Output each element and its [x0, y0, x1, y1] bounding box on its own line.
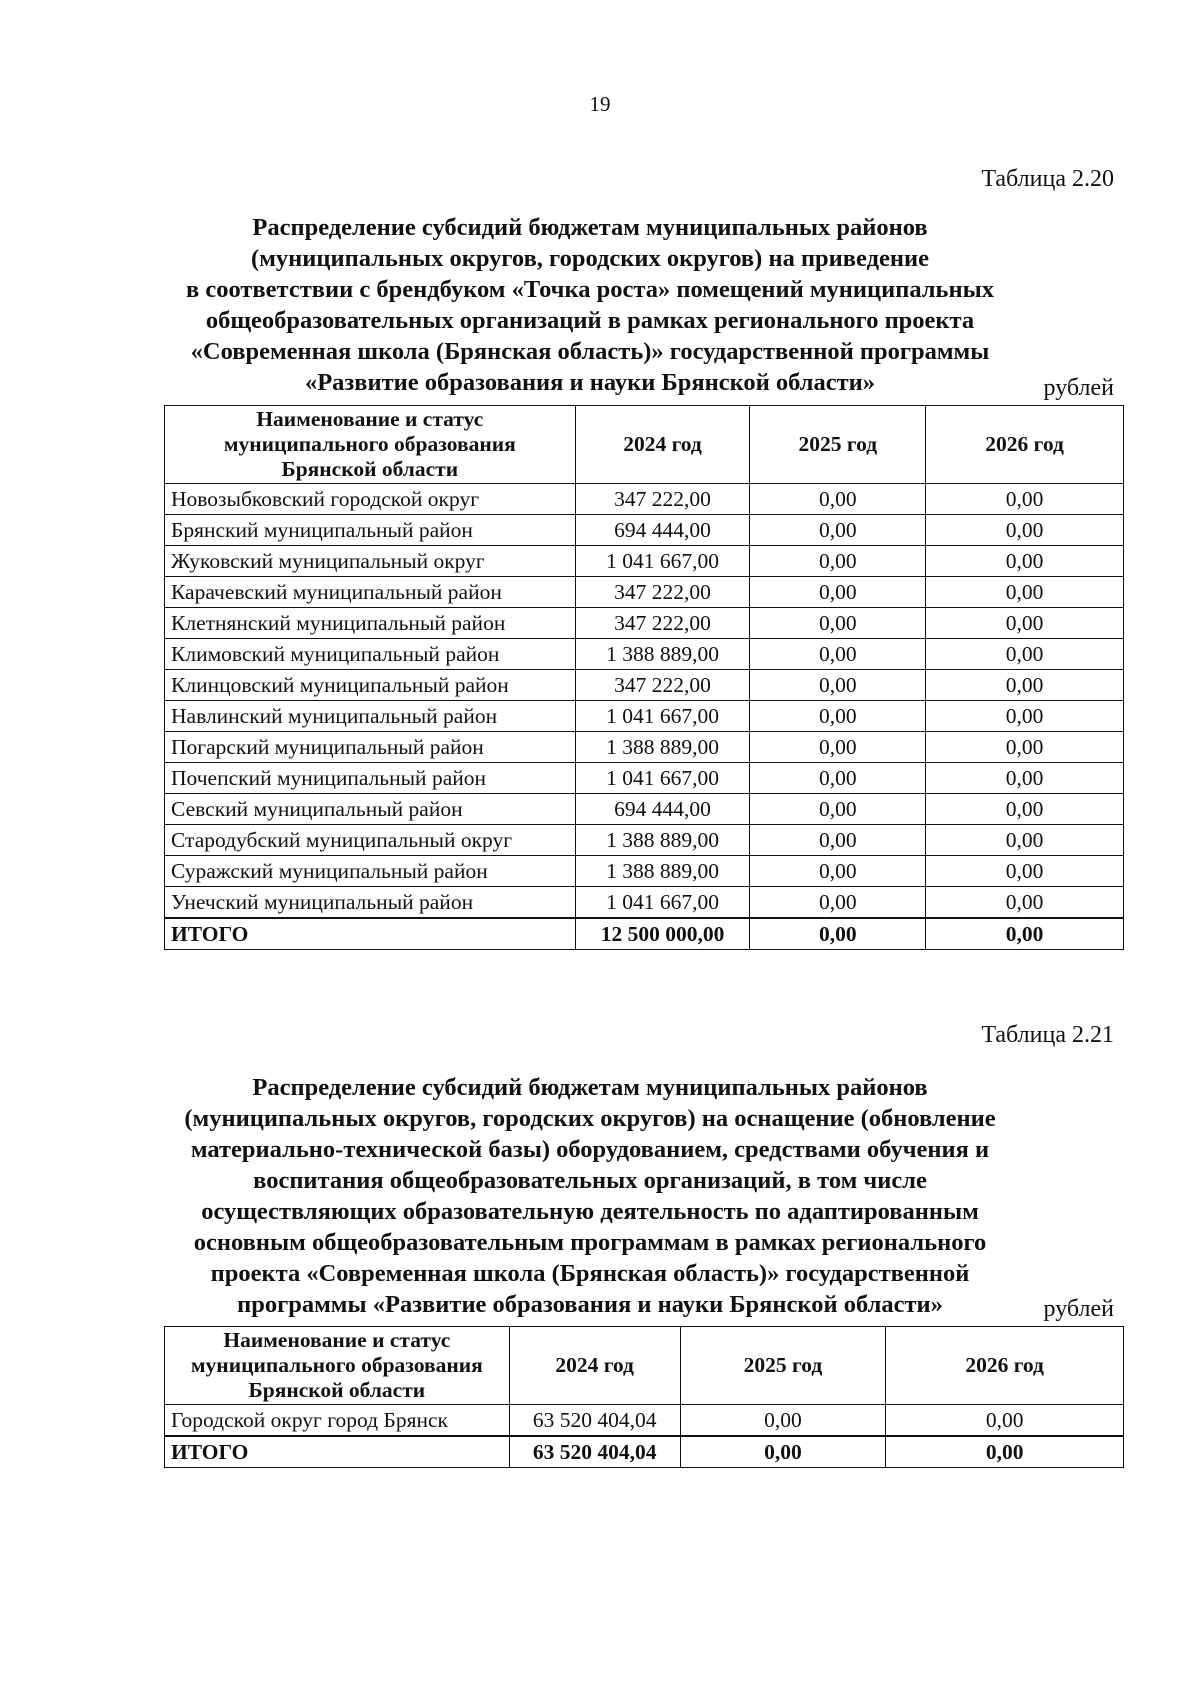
cell-y2025: 0,00 [750, 825, 926, 856]
table-row [165, 1405, 1124, 1437]
table-2-21-label: Таблица 2.21 [981, 1022, 1114, 1048]
title-line: (муниципальных округов, городских округов) на оснащение (обновление [184, 1105, 996, 1132]
table-row [165, 546, 1124, 577]
total-y2026: 0,00 [886, 1436, 1124, 1468]
cell-y2024: 63 520 404,04 [509, 1405, 680, 1437]
total-y2024: 63 520 404,04 [509, 1436, 680, 1468]
cell-name: Городской округ город Брянск [165, 1405, 510, 1437]
header-name-line: Брянской области [248, 1378, 426, 1402]
table-2-21 [164, 1326, 1124, 1468]
header-2024: 2024 год [509, 1327, 680, 1405]
table-row [165, 608, 1124, 639]
cell-y2026: 0,00 [926, 732, 1124, 763]
title-line: Распределение субсидий бюджетам муниципальных районов [252, 1074, 928, 1101]
header-2024: 2024 год [575, 406, 750, 484]
cell-y2026: 0,00 [926, 484, 1124, 515]
cell-y2026: 0,00 [926, 639, 1124, 670]
cell-name: Жуковский муниципальный округ [165, 546, 576, 577]
cell-y2026: 0,00 [926, 856, 1124, 887]
cell-y2025: 0,00 [750, 515, 926, 546]
cell-y2025: 0,00 [750, 732, 926, 763]
cell-name: Суражский муниципальный район [165, 856, 576, 887]
table-header-row [165, 1327, 1124, 1405]
cell-y2024: 1 388 889,00 [575, 856, 750, 887]
cell-y2025: 0,00 [750, 887, 926, 919]
cell-y2024: 347 222,00 [575, 577, 750, 608]
table-header-row [165, 406, 1124, 484]
cell-name: Навлинский муниципальный район [165, 701, 576, 732]
table-row [165, 825, 1124, 856]
table-row [165, 515, 1124, 546]
table-row [165, 670, 1124, 701]
title-line: материально-технической базы) оборудованием, средствами обучения и [190, 1136, 990, 1163]
title-line: программы «Развитие образования и науки Брянской области» [237, 1291, 943, 1318]
table-row [165, 887, 1124, 919]
cell-y2026: 0,00 [926, 794, 1124, 825]
cell-y2025: 0,00 [750, 701, 926, 732]
cell-name: Погарский муниципальный район [165, 732, 576, 763]
cell-y2024: 1 041 667,00 [575, 887, 750, 919]
table-2-21-unit: рублей [1043, 1296, 1114, 1322]
total-y2025: 0,00 [680, 1436, 886, 1468]
cell-y2026: 0,00 [926, 608, 1124, 639]
cell-y2024: 694 444,00 [575, 794, 750, 825]
title-line: «Развитие образования и науки Брянской области» [304, 369, 876, 396]
cell-name: Клетнянский муниципальный район [165, 608, 576, 639]
title-line: воспитания общеобразовательных организаций, в том числе [253, 1167, 927, 1194]
cell-y2026: 0,00 [926, 887, 1124, 919]
cell-y2026: 0,00 [886, 1405, 1124, 1437]
header-name-line: муниципального образования [223, 432, 516, 456]
cell-y2025: 0,00 [750, 639, 926, 670]
header-2025: 2025 год [680, 1327, 886, 1405]
total-y2024: 12 500 000,00 [575, 918, 750, 950]
header-name [165, 1327, 510, 1405]
table-row [165, 794, 1124, 825]
cell-name: Севский муниципальный район [165, 794, 576, 825]
title-line: «Современная школа (Брянская область)» государственной программы [190, 338, 990, 365]
header-2025: 2025 год [750, 406, 926, 484]
cell-y2026: 0,00 [926, 701, 1124, 732]
cell-name: Новозыбковский городской округ [165, 484, 576, 515]
total-name: ИТОГО [165, 1436, 510, 1468]
table-row [165, 484, 1124, 515]
header-name-line: Брянской области [281, 457, 459, 481]
total-row [165, 1436, 1124, 1468]
table-row [165, 856, 1124, 887]
cell-y2024: 1 388 889,00 [575, 732, 750, 763]
cell-name: Клинцовский муниципальный район [165, 670, 576, 701]
table-2-20-unit: рублей [1043, 375, 1114, 401]
cell-y2026: 0,00 [926, 825, 1124, 856]
title-line: (муниципальных округов, городских округов) на приведение [251, 245, 929, 272]
cell-y2025: 0,00 [750, 670, 926, 701]
title-line: в соответствии с брендбуком «Точка роста» помещений муниципальных [185, 276, 995, 303]
cell-y2024: 1 041 667,00 [575, 763, 750, 794]
cell-y2025: 0,00 [750, 763, 926, 794]
cell-y2025: 0,00 [750, 856, 926, 887]
cell-y2025: 0,00 [750, 484, 926, 515]
table-row [165, 732, 1124, 763]
table-row [165, 763, 1124, 794]
cell-y2026: 0,00 [926, 670, 1124, 701]
cell-y2024: 1 388 889,00 [575, 825, 750, 856]
header-2026: 2026 год [926, 406, 1124, 484]
cell-y2024: 1 041 667,00 [575, 546, 750, 577]
table-row [165, 701, 1124, 732]
table-row [165, 577, 1124, 608]
header-name-line: Наименование и статус [256, 407, 484, 431]
total-name: ИТОГО [165, 918, 576, 950]
cell-name: Карачевский муниципальный район [165, 577, 576, 608]
cell-name: Климовский муниципальный район [165, 639, 576, 670]
table-2-20-label: Таблица 2.20 [981, 166, 1114, 192]
cell-y2024: 347 222,00 [575, 670, 750, 701]
total-row [165, 918, 1124, 950]
title-line: осуществляющих образовательную деятельность по адаптированным [201, 1198, 979, 1225]
header-2026: 2026 год [886, 1327, 1124, 1405]
cell-y2024: 1 041 667,00 [575, 701, 750, 732]
cell-y2026: 0,00 [926, 515, 1124, 546]
cell-y2026: 0,00 [926, 763, 1124, 794]
table-2-20 [164, 405, 1124, 950]
total-y2025: 0,00 [750, 918, 926, 950]
table-2-21-title [140, 1072, 1040, 1320]
cell-y2024: 347 222,00 [575, 484, 750, 515]
cell-name: Стародубский муниципальный округ [165, 825, 576, 856]
cell-name: Почепский муниципальный район [165, 763, 576, 794]
title-line: общеобразовательных организаций в рамках регионального проекта [205, 307, 975, 334]
cell-y2025: 0,00 [750, 546, 926, 577]
table-row [165, 639, 1124, 670]
cell-name: Унечский муниципальный район [165, 887, 576, 919]
cell-y2026: 0,00 [926, 546, 1124, 577]
title-line: основным общеобразовательным программам в рамках регионального [193, 1229, 987, 1256]
cell-name: Брянский муниципальный район [165, 515, 576, 546]
cell-y2024: 1 388 889,00 [575, 639, 750, 670]
cell-y2025: 0,00 [680, 1405, 886, 1437]
page-number: 19 [589, 92, 611, 116]
cell-y2024: 347 222,00 [575, 608, 750, 639]
cell-y2025: 0,00 [750, 608, 926, 639]
header-name-line: муниципального образования [190, 1353, 483, 1377]
title-line: проекта «Современная школа (Брянская область)» государственной [210, 1260, 970, 1287]
total-y2026: 0,00 [926, 918, 1124, 950]
cell-y2026: 0,00 [926, 577, 1124, 608]
table-2-20-title [140, 212, 1040, 398]
title-line: Распределение субсидий бюджетам муниципальных районов [252, 214, 928, 241]
cell-y2025: 0,00 [750, 794, 926, 825]
header-name-line: Наименование и статус [223, 1328, 451, 1352]
cell-y2024: 694 444,00 [575, 515, 750, 546]
header-name [165, 406, 576, 484]
cell-y2025: 0,00 [750, 577, 926, 608]
